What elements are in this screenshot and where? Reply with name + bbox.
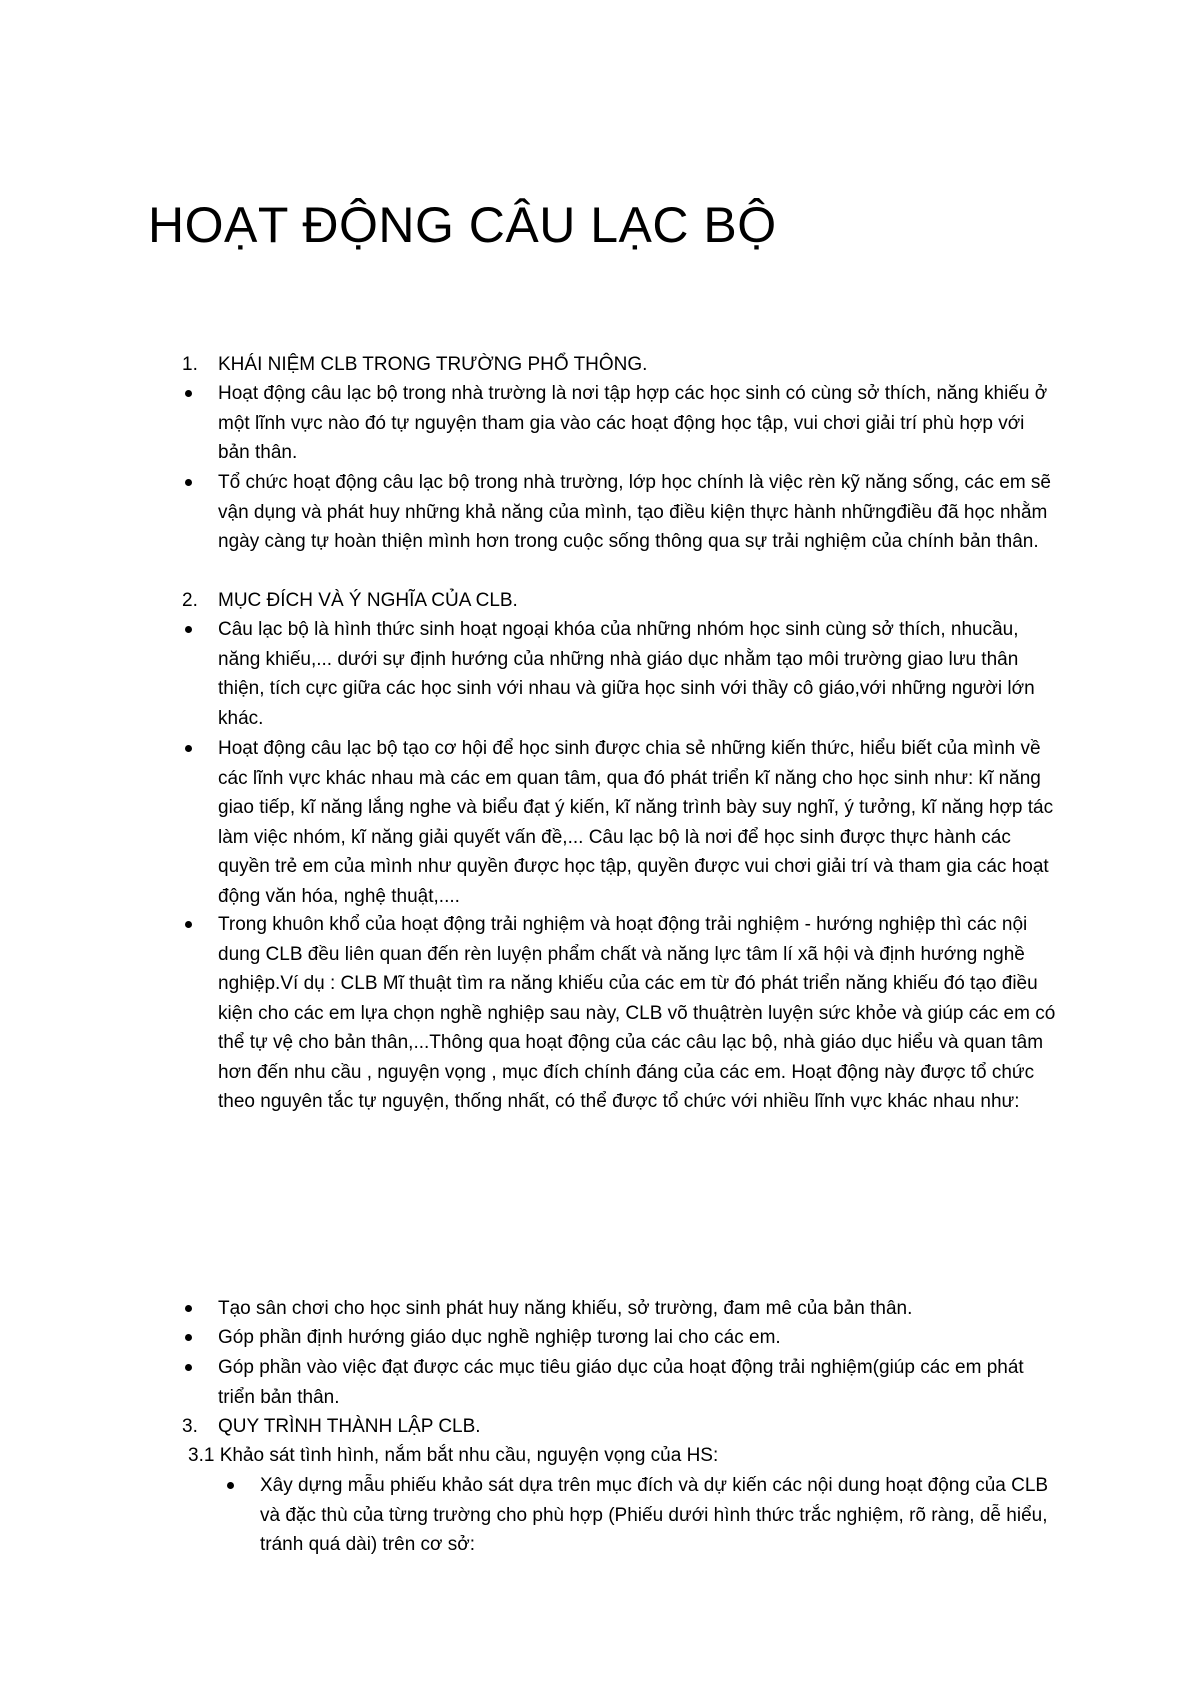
list-item xyxy=(218,468,1058,557)
bullet-icon xyxy=(185,626,192,633)
list-item-text: Trong khuôn khổ của hoạt động trải nghiệm và hoạt động trải nghiệm - hướng nghiệp thì các nội dung CLB đều liên quan đến rèn luyện phẩm chất và năng lực tâm lí xã hội và định hướng nghề nghiệp.Ví dụ : CLB Mĩ thuật tìm ra năng khiếu của các em từ đó phát triển năng khiếu đó tạo điều kiện cho các em lựa chọn nghề nghiệp sau này, CLB võ thuậtrèn luyện sức khỏe và giúp các em có thể tự vệ cho bản thân,...Thông qua hoạt động của các câu lạc bộ, nhà giáo dục hiểu và quan tâm hơn đến nhu cầu , nguyện vọng , mục đích chính đáng của các em. Hoạt động này được tổ chức theo nguyên tắc tự nguyện, thống nhất, có thể được tổ chức với nhiều lĩnh vực khác nhau như: xyxy=(218,914,1056,1112)
bullet-icon xyxy=(185,1364,192,1371)
bullet-icon xyxy=(227,1482,234,1489)
bullet-icon xyxy=(185,1305,192,1312)
list-item-text: Tạo sân chơi cho học sinh phát huy năng khiếu, sở trường, đam mê của bản thân. xyxy=(218,1298,913,1319)
list-item xyxy=(260,1471,1060,1560)
section-heading-text-1: KHÁI NIỆM CLB TRONG TRƯỜNG PHỔ THÔNG. xyxy=(218,354,648,375)
list-item-text: Tổ chức hoạt động câu lạc bộ trong nhà trường, lớp học chính là việc rèn kỹ năng sống, các em sẽ vận dụng và phát huy những khả năng của mình, tạo điều kiện thực hành nhữngđiều đã học nhằm ngày càng tự hoàn thiện mình hơn trong cuộc sống thông qua sự trải nghiệm của chính bản thân. xyxy=(218,472,1051,552)
bullet-icon xyxy=(185,745,192,752)
list-item-text: Góp phần vào việc đạt được các mục tiêu giáo dục của hoạt động trải nghiệm(giúp các em phát triển bản thân. xyxy=(218,1357,1024,1408)
section-number-1: 1. xyxy=(182,354,198,375)
bullet-icon xyxy=(185,921,192,928)
list-item xyxy=(218,379,1058,468)
list-item xyxy=(218,1294,1058,1324)
section-heading-2 xyxy=(182,586,1058,616)
subsection-heading-text: 3.1 Khảo sát tình hình, nắm bắt nhu cầu, nguyện vọng của HS: xyxy=(188,1445,719,1466)
list-item-text: Xây dựng mẫu phiếu khảo sát dựa trên mục đích và dự kiến các nội dung hoạt động của CLB và đặc thù của từng trường cho phù hợp (Phiếu dưới hình thức trắc nghiệm, rõ ràng, dễ hiểu, tránh quá dài) trên cơ sở: xyxy=(260,1475,1049,1555)
list-item xyxy=(218,1323,1058,1353)
section-heading-1 xyxy=(182,350,1058,380)
section-heading-text-2: MỤC ĐÍCH VÀ Ý NGHĨA CỦA CLB. xyxy=(218,590,518,611)
list-item-text: Hoạt động câu lạc bộ tạo cơ hội để học sinh được chia sẻ những kiến thức, hiểu biết của mình về các lĩnh vực khác nhau mà các em quan tâm, qua đó phát triển kĩ năng cho học sinh như: kĩ năng giao tiếp, kĩ năng lắng nghe và biểu đạt ý kiến, kĩ năng trình bày suy nghĩ, ý tưởng, kĩ năng hợp tác làm việc nhóm, kĩ năng giải quyết vấn đề,... Câu lạc bộ là nơi để học sinh được thực hành các quyền trẻ em của mình như quyền được học tập, quyền được vui chơi giải trí và tham gia các hoạt động văn hóa, nghệ thuật,.... xyxy=(218,738,1054,907)
section-number-2: 2. xyxy=(182,590,198,611)
list-item xyxy=(218,615,1058,733)
section-heading-text-3: QUY TRÌNH THÀNH LẬP CLB. xyxy=(218,1416,481,1437)
section-heading-3 xyxy=(182,1412,1058,1442)
bullet-icon xyxy=(185,479,192,486)
bullet-icon xyxy=(185,390,192,397)
list-item xyxy=(218,734,1058,911)
list-item xyxy=(218,910,1058,1117)
document-title: HOẠT ĐỘNG CÂU LẠC BỘ xyxy=(148,197,777,253)
bullet-icon xyxy=(185,1334,192,1341)
list-item xyxy=(218,1353,1058,1412)
list-item-text: Hoạt động câu lạc bộ trong nhà trường là nơi tập hợp các học sinh có cùng sở thích, năng khiếu ở một lĩnh vực nào đó tự nguyện tham gia vào các hoạt động học tập, vui chơi giải trí phù hợp với bản thân. xyxy=(218,383,1048,463)
subsection-heading xyxy=(188,1441,1088,1471)
list-item-text: Câu lạc bộ là hình thức sinh hoạt ngoại khóa của những nhóm học sinh cùng sở thích, nhucầu, năng khiếu,... dưới sự định hướng của những nhà giáo dục nhằm tạo môi trường giao lưu thân thiện, tích cực giữa các học sinh với nhau và giữa học sinh với thầy cô giáo,với những người lớn khác. xyxy=(218,619,1035,729)
list-item-text: Góp phần định hướng giáo dục nghề nghiệp tương lai cho các em. xyxy=(218,1327,781,1348)
section-number-3: 3. xyxy=(182,1416,198,1437)
